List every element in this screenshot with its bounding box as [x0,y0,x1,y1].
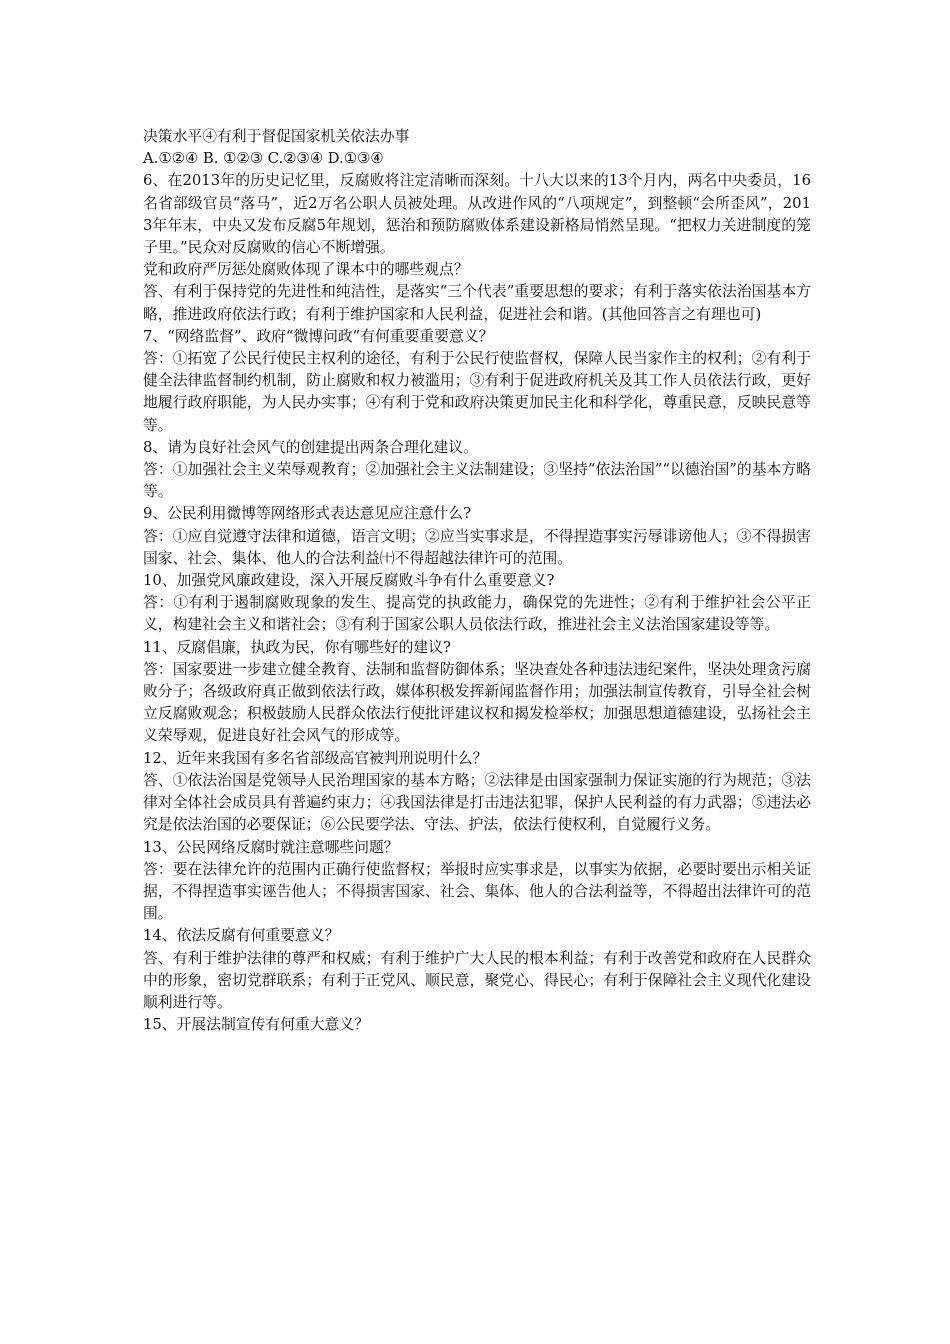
answer-options: A.①②④ B. ①②③ C.②③④ D.①③④ [143,150,384,168]
question-12: 12、近年来我国有多名省部级高官被判刑说明什么？ [143,749,488,767]
answer-9: 答：①应自觉遵守法律和道德，语言文明；②应当实事求是，不得捏造事实污辱诽谤他人；③不得损害国家、社会、集体、他人的合法利益㈩不得超越法律许可的范围。 [143,527,811,567]
question-10: 10、加强党风廉政建设，深入开展反腐败斗争有什么重要意义? [143,572,555,590]
question-15: 15、开展法制宣传有何重大意义？ [143,1016,369,1034]
question-14: 14、依法反腐有何重要意义？ [143,927,340,945]
question-11: 11、反腐倡廉，执政为民，你有哪些好的建议? [143,638,451,656]
answer-6: 答、有利于保持党的先进性和纯洁性，是落实“三个代表”重要思想的要求；有利于落实依法治国基本方略，推进政府依法行政；有利于维护国家和人民利益，促进社会和谐。(其他回答言之有理也可) [143,283,811,323]
question-9: 9、公民利用微博等网络形式表达意见应注意什么? [143,505,472,523]
answer-14: 答、有利于维护法律的尊严和权威；有利于维护广大人民的根本利益；有利于改善党和政府在人民群众中的形象，密切党群联系；有利于正党风、顺民意，聚党心、得民心；有利于保障社会主义现代化建设顺利进行等。 [143,949,811,1011]
answer-12: 答、①依法治国是党领导人民治理国家的基本方略；②法律是由国家强制力保证实施的行为规范；③法律对全体社会成员具有普遍约束力；④我国法律是打击违法犯罪，保护人民利益的有力武器；⑤违法必究是依法治国的必要保证；⑥公民要学法、守法、护法，依法行使权利，自觉履行义务。 [143,771,811,834]
document-body [143,126,811,1036]
question-8: 8、请为良好社会风气的创建提出两条合理化建议。 [143,438,478,456]
answer-8: 答：①加强社会主义荣辱观教育；②加强社会主义法制建设；③坚持“依法治国”“以德治国”的基本方略等。 [143,461,811,501]
answer-11: 答：国家要进一步建立健全教育、法制和监督防御体系；坚决查处各种违法违纪案件，坚决处理贪污腐败分子；各级政府真正做到依法行政，媒体积极发挥新闻监督作用；加强法制宣传教育，引导全社会树立反腐败观念；积极鼓励人民群众依法行使批评建议权和揭发检举权；加强思想道德建设，弘扬社会主义荣辱观，促进良好社会风气的形成等。 [143,660,811,745]
text-line-1: 决策水平④有利于督促国家机关依法办事 [143,128,410,145]
answer-10: 答：①有利于遏制腐败现象的发生、提高党的执政能力，确保党的先进性；②有利于维护社会公平正义，构建社会主义和谐社会；③有利于国家公职人员依法行政，推进社会主义法治国家建设等等。 [143,594,811,634]
paragraph-q6-context: 6、在2013年的历史记忆里，反腐败将注定清晰而深刻。十八大以来的13个月内，两名中央委员，16名省部级官员“落马”，近2万名公职人员被处理。从改进作风的“八项规定”，到整顿“会所歪风”，2013年年末，中央又发布反腐5年规划，惩治和预防腐败体系建设新格局悄然呈现。“把权力关进制度的笼子里。”民众对反腐败的信心不断增强。 [143,172,811,257]
question-6: 党和政府严厉惩处腐败体现了课本中的哪些观点？ [143,261,469,279]
question-7: 7、“网络监督”、政府“微博问政”有何重要重要意义？ [143,327,494,345]
answer-7: 答：①拓宽了公民行使民主权利的途径，有利于公民行使监督权，保障人民当家作主的权利；②有利于健全法律监督制约机制，防止腐败和权力被滥用；③有利于促进政府机关及其工作人员依法行政，更好地履行政府职能，为人民办实事；④有利于党和政府决策更加民主化和科学化，尊重民意，反映民意等等。 [143,350,811,434]
question-13: 13、公民网络反腐时就注意哪些问题？ [143,838,399,856]
answer-13: 答：要在法律允许的范围内正确行使监督权；举报时应实事求是，以事实为依据，必要时要出示相关证据，不得捏造事实诬告他人；不得损害国家、社会、集体、他人的合法利益等，不得超出法律许可的范围。 [143,860,811,923]
